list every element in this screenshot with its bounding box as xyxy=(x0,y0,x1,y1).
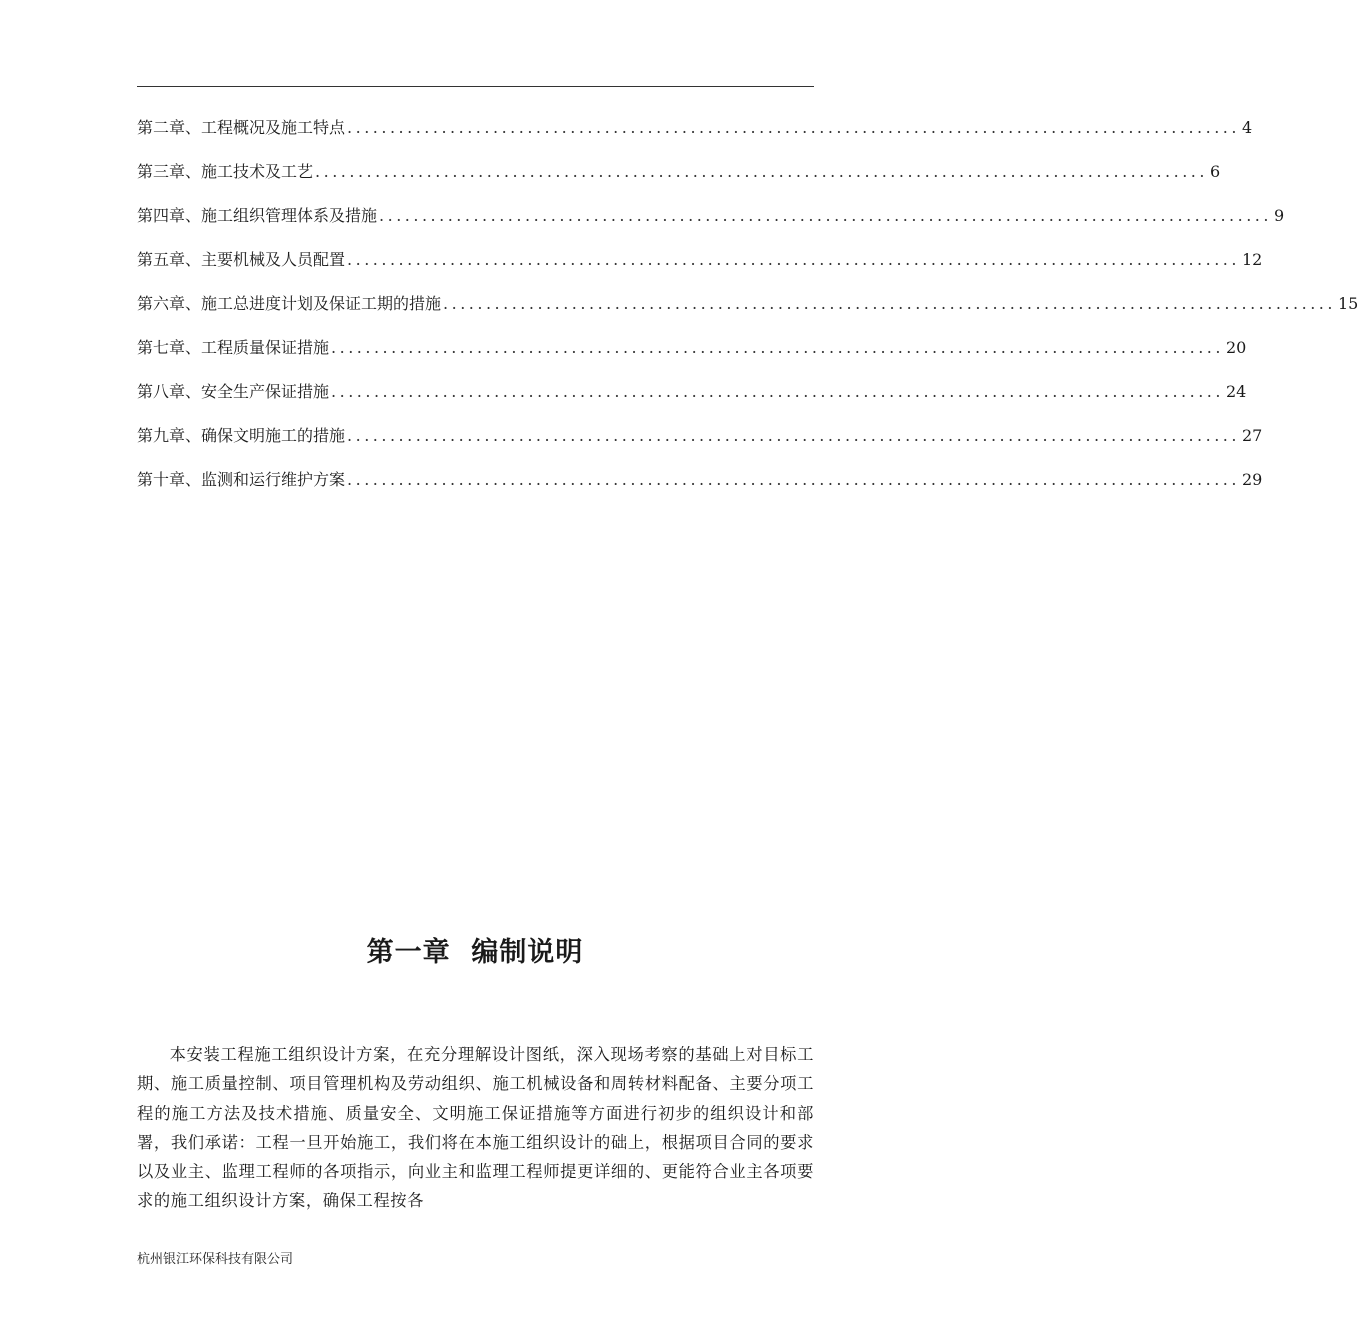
toc-dot-leader: ........................................................................................................ xyxy=(347,118,1240,137)
toc-entry-chapter-4[interactable] xyxy=(137,204,1285,248)
toc-dot-leader: ........................................................................................................ xyxy=(443,294,1336,313)
toc-entry-page: 29 xyxy=(1241,470,1263,489)
toc-entry-title: 第三章、施工技术及工艺 xyxy=(137,162,314,181)
body-paragraph: 本安装工程施工组织设计方案，在充分理解设计图纸，深入现场考察的基础上对目标工期、施工质量控制、项目管理机构及劳动组织、施工机械设备和周转材料配备、主要分项工程的施工方法及技术措施、质量安全、文明施工保证措施等方面进行初步的组织设计和部署，我们承诺：工程一旦开始施工，我们将在本施工组织设计的础上，根据项目合同的要求以及业主、监理工程师的各项指示，向业主和监理工程师提更详细的、更能符合业主各项要求的施工组织设计方案，确保工程按各 xyxy=(137,1045,814,1211)
toc-entry-page: 27 xyxy=(1241,426,1263,445)
toc-dot-leader: ........................................................................................................ xyxy=(347,470,1240,489)
toc-entry-chapter-2[interactable] xyxy=(137,116,1253,160)
toc-entry-page: 24 xyxy=(1225,382,1247,401)
toc-entry-page: 6 xyxy=(1209,162,1221,181)
toc-entry-page: 12 xyxy=(1241,250,1263,269)
toc-entry-page: 4 xyxy=(1241,118,1253,137)
toc-dot-leader: ........................................................................................................ xyxy=(331,338,1224,357)
toc-entry-chapter-3[interactable] xyxy=(137,160,1221,204)
toc-entry-page: 20 xyxy=(1225,338,1247,357)
toc-entry-title: 第八章、安全生产保证措施 xyxy=(137,382,330,401)
toc-entry-page: 15 xyxy=(1337,294,1358,313)
header-rule xyxy=(137,86,814,87)
toc-entry-chapter-8[interactable] xyxy=(137,380,1247,424)
toc-dot-leader: ........................................................................................................ xyxy=(331,382,1224,401)
toc-entry-title: 第二章、工程概况及施工特点 xyxy=(137,118,346,137)
toc-entry-chapter-5[interactable] xyxy=(137,248,1263,292)
toc-entry-chapter-6[interactable] xyxy=(137,292,1358,336)
toc-entry-title: 第六章、施工总进度计划及保证工期的措施 xyxy=(137,294,442,313)
toc-entry-title: 第十章、监测和运行维护方案 xyxy=(137,470,346,489)
toc-entry-title: 第四章、施工组织管理体系及措施 xyxy=(137,206,378,225)
toc-entry-chapter-9[interactable] xyxy=(137,424,1263,468)
toc-entry-title: 第五章、主要机械及人员配置 xyxy=(137,250,346,269)
toc-dot-leader: ........................................................................................................ xyxy=(379,206,1272,225)
toc-dot-leader: ........................................................................................................ xyxy=(347,250,1240,269)
chapter-heading: 第一章 编制说明 xyxy=(366,937,584,968)
toc-dot-leader: ........................................................................................................ xyxy=(315,162,1208,181)
table-of-contents xyxy=(137,116,1358,512)
toc-entry-title: 第九章、确保文明施工的措施 xyxy=(137,426,346,445)
toc-entry-chapter-10[interactable] xyxy=(137,468,1263,512)
toc-entry-title: 第七章、工程质量保证措施 xyxy=(137,338,330,357)
footer-company-name: 杭州银江环保科技有限公司 xyxy=(137,1252,294,1267)
toc-entry-chapter-7[interactable] xyxy=(137,336,1247,380)
toc-dot-leader: ........................................................................................................ xyxy=(347,426,1240,445)
toc-entry-page: 9 xyxy=(1273,206,1285,225)
